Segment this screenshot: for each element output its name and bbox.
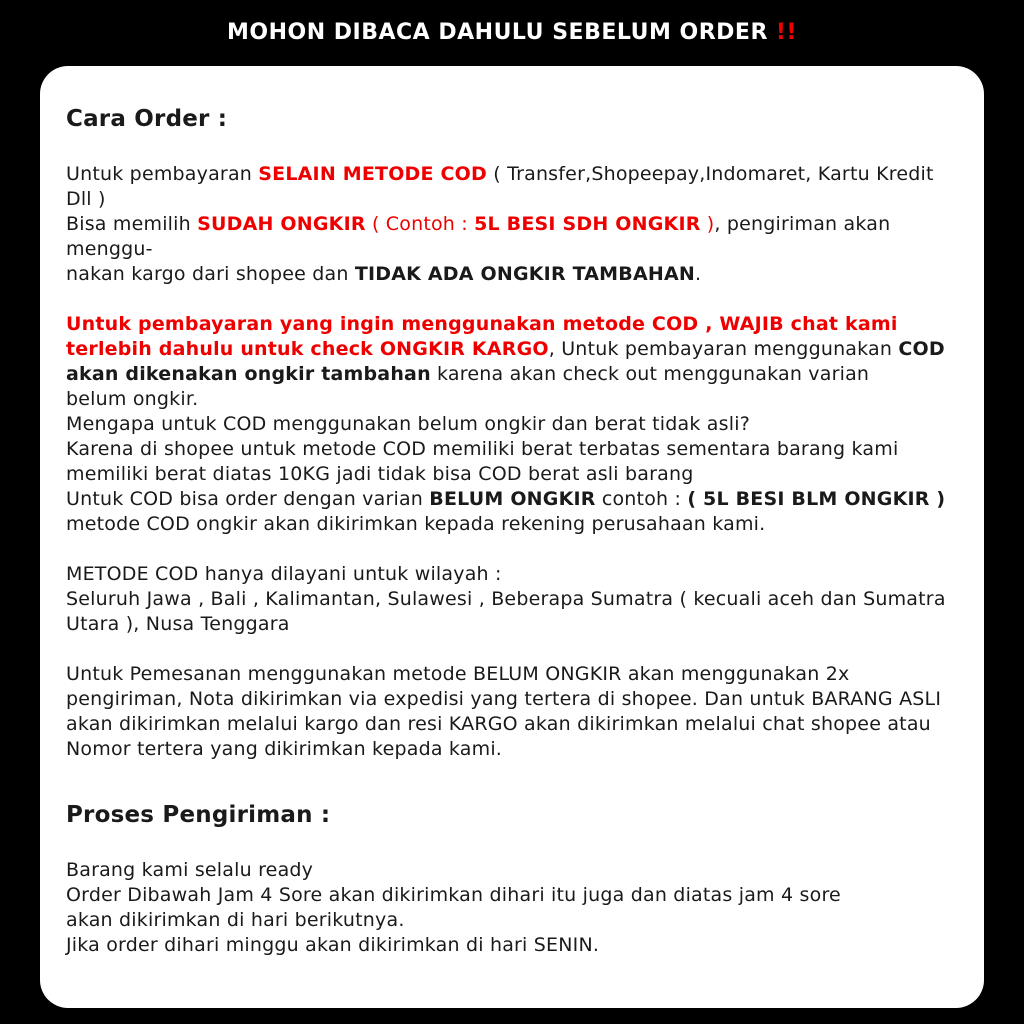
text-run: Jika order dihari minggu akan dikirimkan di hari SENIN. [66,934,600,956]
text-run: terlebih dahulu untuk check ONGKIR KARGO [66,338,549,360]
text-run: TIDAK ADA ONGKIR TAMBAHAN [354,263,695,285]
text-run: , Untuk pembayaran menggunakan [548,338,899,360]
banner-exclamation: !! [775,19,797,45]
text-run: akan dikenakan ongkir tambahan [66,363,431,385]
section-heading: Cara Order : [66,106,228,132]
text-run: , pengiriman akan menggu- [66,213,891,260]
text-run: Karena di shopee untuk metode COD memiliki berat terbatas sementara barang kami [66,438,899,460]
banner-title: MOHON DIBACA DAHULU SEBELUM ORDER [227,19,768,45]
notice-content [66,106,958,958]
text-run: pengiriman, Nota dikirimkan via expedisi yang tertera di shopee. Dan untuk BARANG ASLI [66,688,942,710]
top-banner [0,0,1024,64]
text-run: Seluruh Jawa , Bali , Kalimantan, Sulawesi , Beberapa Sumatra ( kecuali aceh dan Sumatra [66,588,946,610]
text-run: 5L BESI SDH ONGKIR [474,213,701,235]
text-run: Nomor tertera yang dikirimkan kepada kami. [66,738,503,760]
text-run: . [694,263,702,285]
text-run: Bisa memilih [66,213,198,235]
text-run: ( 5L BESI BLM ONGKIR ) [687,488,946,510]
text-run: karena akan check out menggunakan varian [430,363,870,385]
text-run: Untuk pembayaran yang ingin menggunakan metode COD , WAJIB chat kami [66,313,898,335]
paragraph [66,662,958,762]
paragraph [66,562,958,637]
paragraph [66,858,958,958]
text-run: nakan kargo dari shopee dan [66,263,355,285]
text-run: akan dikirimkan di hari berikutnya. [66,909,405,931]
text-run: Order Dibawah Jam 4 Sore akan dikirimkan dihari itu juga dan diatas jam 4 sore [66,884,841,906]
text-run: Untuk COD bisa order dengan varian [66,488,430,510]
text-run: SELAIN METODE COD [258,163,487,185]
text-run: SUDAH ONGKIR [197,213,366,235]
text-run: belum ongkir. [66,388,199,410]
text-run: Untuk Pemesanan menggunakan metode BELUM ONGKIR akan menggunakan 2x [66,663,850,685]
section-heading: Proses Pengiriman : [66,802,331,828]
text-run: Utara ), Nusa Tenggara [66,613,290,635]
text-run: akan dikirimkan melalui kargo dan resi KARGO akan dikirimkan melalui chat shopee atau [66,713,931,735]
text-run: memiliki berat diatas 10KG jadi tidak bisa COD berat asli barang [66,463,694,485]
text-run: Untuk pembayaran [66,163,259,185]
text-run: ( Contoh : [365,213,475,235]
text-run: Barang kami selalu ready [66,859,314,881]
text-run: Mengapa untuk COD menggunakan belum ongkir dan berat tidak asli? [66,413,750,435]
notice-card [40,66,984,1008]
text-run: metode COD ongkir akan dikirimkan kepada rekening perusahaan kami. [66,513,766,535]
text-run: ( Transfer,Shopeepay,Indomaret, Kartu Kredit Dll ) [66,163,934,210]
text-run: COD [898,338,945,360]
text-run: BELUM ONGKIR [429,488,596,510]
text-run: ) [700,213,715,235]
text-run: METODE COD hanya dilayani untuk wilayah : [66,563,502,585]
paragraph [66,162,958,287]
paragraph [66,312,958,537]
text-run: contoh : [595,488,688,510]
